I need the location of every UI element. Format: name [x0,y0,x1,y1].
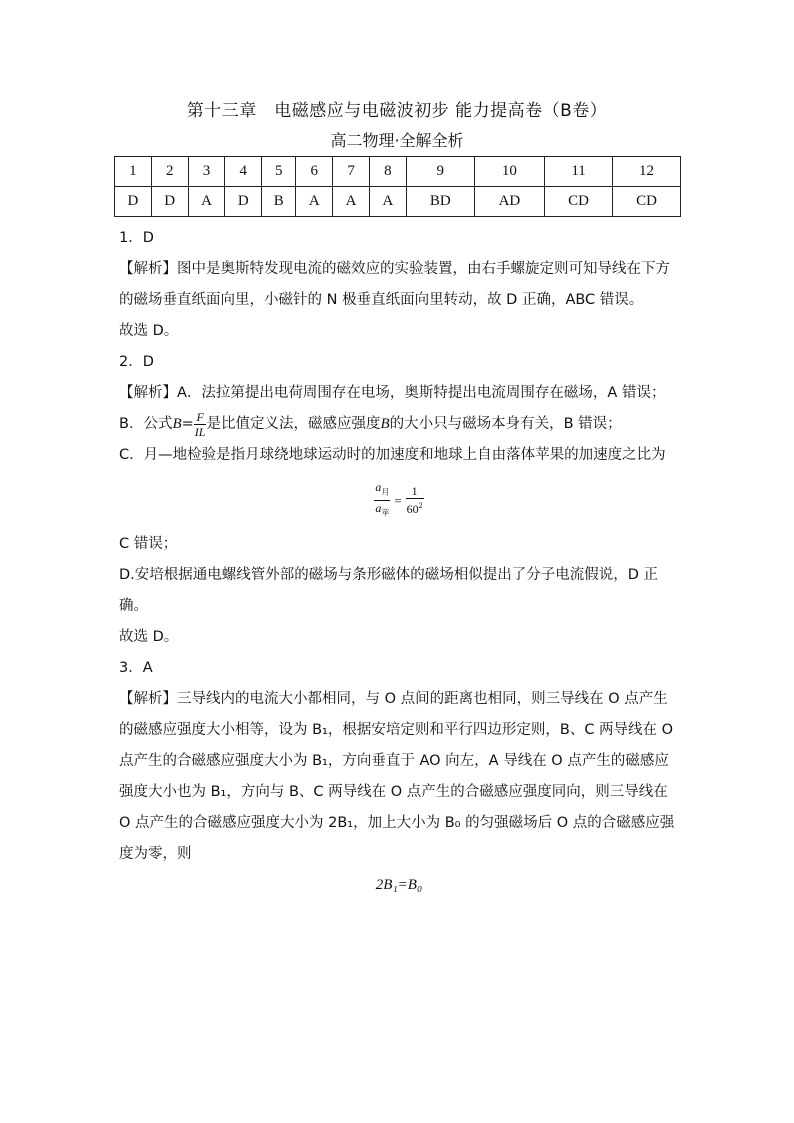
question-number-cell: 12 [613,157,681,187]
question-number-cell: 1 [115,157,152,187]
acceleration-ratio-fraction [374,480,390,520]
question-number-cell: 5 [262,157,296,187]
q3-heading: 3．A [119,660,153,676]
page-subtitle: 高二物理·全解全析 [330,131,464,150]
acceleration-ratio-numerator [374,480,390,500]
q2-heading: 2．D [119,354,154,370]
page-title: 第十三章 电磁感应与电磁波初步 能力提高卷（B卷） [186,101,608,121]
q2-option-c-result: C 错误； [119,536,178,552]
question-number-cell: 9 [406,157,474,187]
formula-b-fraction [194,410,207,439]
formula-b-equals: = [181,416,194,432]
a-moon-subscript: 月 [381,487,390,497]
answer-table-number-row [115,157,681,187]
formula-b-numerator: F [194,410,207,425]
answer-cell: BD [406,187,474,217]
ratio-value-exponent: 2 [418,501,423,510]
question-number-cell: 2 [151,157,188,187]
answer-cell: D [225,187,262,217]
a-apple-subscript: 苹 [381,507,390,517]
ratio-value-denominator [406,499,424,516]
answer-cell: A [370,187,407,217]
answer-cell: A [333,187,370,217]
formula-b-lhs: B [172,416,182,432]
q2-option-b-prefix: B．公式 [119,416,173,432]
q3-analysis: 【解析】三导线内的电流大小都相同，与 O 点间的距离也相同，则三导线在 O 点产生的磁感应强度大小相等，设为 B₁，根据安培定则和平行四边形定则，B、C 两导线在 O 点产生的合磁感应强度大小为 B₁，方向垂直于 AO 向左，A 导线在 O 点产生的磁感应强度大小也为 B₁，方向与 B、C 两导线在 O 点产生的合磁感应强度同向，则三导线在 O 点产生的合磁感应强度大小为 2B₁，加上大小为 B₀ 的匀强磁场后 O 点的合磁感应强度为零，则 [119,691,675,862]
question-number-cell: 6 [296,157,333,187]
q2-option-a: 【解析】A．法拉第提出电荷周围存在电场，奥斯特提出电流周围存在磁场，A 错误； [119,385,666,401]
question-number-cell: 7 [333,157,370,187]
answer-cell: AD [474,187,544,217]
symbol-b: B [380,416,390,432]
question-number-cell: 10 [474,157,544,187]
ratio-value-base: 60 [406,502,419,516]
acceleration-ratio-denominator [374,501,390,520]
ratio-value-numerator: 1 [406,484,424,499]
question-number-cell: 3 [188,157,225,187]
acceleration-ratio-formula [119,471,679,529]
solution-content [119,223,679,901]
q2-option-d: D.安培根据通电螺线管外部的磁场与条形磁体的磁场相似提出了分子电流假说，D 正确。 [119,567,659,614]
question-number-cell: 11 [545,157,613,187]
answer-table-answer-row [115,187,681,217]
answer-cell: A [188,187,225,217]
q2-option-b-middle: 是比值定义法，磁感应强度 [206,416,381,432]
answer-table [114,156,681,217]
q1-analysis: 【解析】图中是奥斯特发现电流的磁效应的实验装置，由右手螺旋定则可知导线在下方的磁场垂直纸面向里，小磁针的 N 极垂直纸面向里转动，故 D 正确，ABC 错误。 [119,261,670,308]
answer-cell: CD [613,187,681,217]
answer-cell: A [296,187,333,217]
q2-choice: 故选 D。 [119,629,179,645]
q2-option-b [119,409,679,440]
q2-option-c: C．月—地检验是指月球绕地球运动时的加速度和地球上自由落体苹果的加速度之比为 [119,447,666,463]
answer-cell: D [151,187,188,217]
q1-heading: 1．D [119,230,154,246]
ratio-value-fraction [406,484,424,516]
answer-cell: D [115,187,152,217]
formula-b-denominator: IL [194,424,206,439]
answer-cell: CD [545,187,613,217]
question-number-cell: 8 [370,157,407,187]
a-apple-symbol: a [375,500,382,515]
q3-equation: 2B₁=B₀ [375,877,423,893]
question-number-cell: 4 [225,157,262,187]
ratio-equals: = [394,492,402,508]
q2-option-b-suffix: 的大小只与磁场本身有关，B 错误； [389,416,622,432]
answer-cell: B [262,187,296,217]
a-moon-symbol: a [375,480,382,495]
q1-choice: 故选 D。 [119,323,179,339]
